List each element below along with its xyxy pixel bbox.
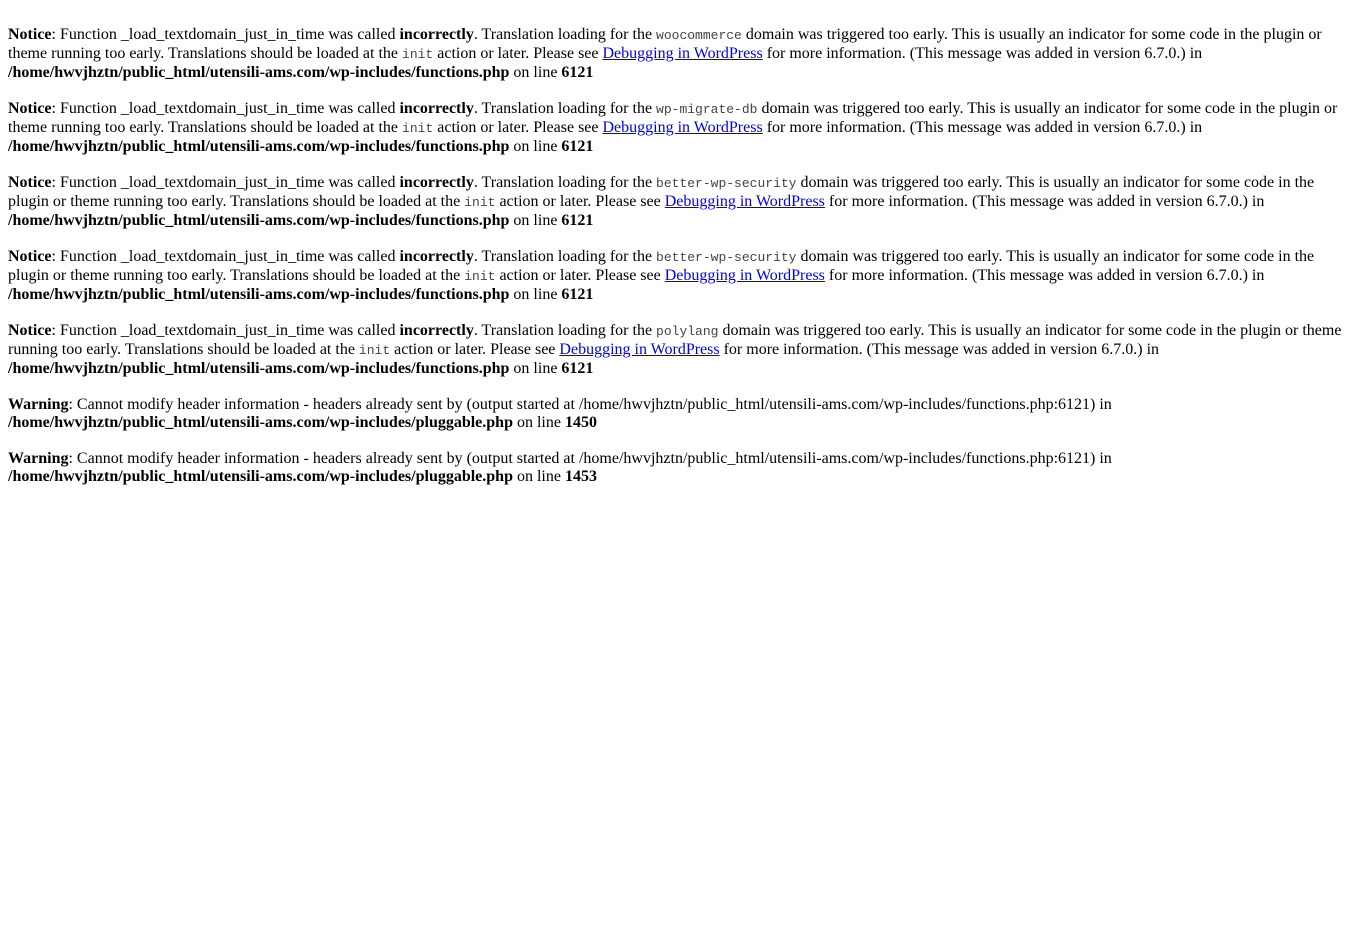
warning-message — [8, 396, 1342, 432]
notice-init: init — [464, 269, 496, 284]
notice-domain: better-wp-security — [656, 250, 797, 265]
notice-text: action or later. Please see — [495, 193, 665, 210]
notice-text: for more information. (This message was added in version 6.7.0.) in — [824, 267, 1265, 284]
notice-file: /home/hwvjhztn/public_html/utensili-ams.com/wp-includes/functions.php — [8, 64, 510, 81]
warning-text: : Cannot modify header information - headers already sent by (output started at /home/hwvjhztn/public_html/utensili-ams.com/wp-includes/functions.php:6121) in — [68, 396, 1112, 413]
notice-level: Notice — [8, 26, 52, 43]
notice-message — [8, 248, 1342, 304]
notice-message — [8, 322, 1342, 378]
notice-file: /home/hwvjhztn/public_html/utensili-ams.com/wp-includes/functions.php — [8, 212, 510, 229]
warning-line: 1450 — [564, 414, 597, 431]
notice-strong: incorrectly — [399, 174, 474, 191]
notice-init: init — [402, 47, 434, 62]
notice-file: /home/hwvjhztn/public_html/utensili-ams.com/wp-includes/functions.php — [8, 360, 510, 377]
notice-text: for more information. (This message was added in version 6.7.0.) in — [824, 193, 1265, 210]
notice-init: init — [402, 121, 434, 136]
notice-strong: incorrectly — [399, 100, 474, 117]
notice-line: 6121 — [561, 360, 594, 377]
notice-text: domain was triggered too early. This is usually an indicator for some code in the plugin or theme running too early. Translations should be loaded at the — [8, 174, 1315, 210]
warning-line: 1453 — [564, 468, 597, 485]
notice-message — [8, 100, 1342, 156]
debugging-link[interactable]: Debugging in WordPress — [602, 119, 763, 136]
notice-level: Notice — [8, 248, 52, 265]
notice-prefix: : Function _load_textdomain_just_in_time was called — [51, 100, 400, 117]
notice-level: Notice — [8, 322, 52, 339]
notice-text: domain was triggered too early. This is usually an indicator for some code in the plugin or theme running too early. Translations should be loaded at the — [8, 100, 1338, 136]
notice-domain: better-wp-security — [656, 176, 797, 191]
warning-message — [8, 450, 1342, 486]
notice-text: . Translation loading for the — [473, 26, 657, 43]
notice-online: on line — [509, 138, 562, 155]
notice-text: domain was triggered too early. This is usually an indicator for some code in the plugin or theme running too early. Translations should be loaded at the — [8, 322, 1342, 358]
notice-text: for more information. (This message was added in version 6.7.0.) in — [719, 341, 1160, 358]
notice-line: 6121 — [561, 286, 594, 303]
notice-text: domain was triggered too early. This is usually an indicator for some code in the plugin or theme running too early. Translations should be loaded at the — [8, 248, 1315, 284]
debugging-link[interactable]: Debugging in WordPress — [559, 341, 720, 358]
notice-strong: incorrectly — [399, 322, 474, 339]
notice-init: init — [464, 195, 496, 210]
notice-level: Notice — [8, 174, 52, 191]
notice-text: action or later. Please see — [433, 45, 603, 62]
notice-init: init — [358, 343, 391, 358]
notice-strong: incorrectly — [399, 26, 474, 43]
notice-file: /home/hwvjhztn/public_html/utensili-ams.com/wp-includes/functions.php — [8, 286, 510, 303]
warning-online: on line — [512, 468, 565, 485]
notice-text: for more information. (This message was added in version 6.7.0.) in — [762, 45, 1203, 62]
notice-domain: polylang — [656, 324, 719, 339]
notice-message — [8, 174, 1342, 230]
notice-online: on line — [509, 360, 562, 377]
notice-strong: incorrectly — [399, 248, 474, 265]
notice-line: 6121 — [561, 64, 594, 81]
debugging-link[interactable]: Debugging in WordPress — [602, 45, 763, 62]
notice-online: on line — [509, 212, 562, 229]
notice-text: action or later. Please see — [433, 119, 603, 136]
notice-prefix: : Function _load_textdomain_just_in_time was called — [51, 174, 400, 191]
debugging-link[interactable]: Debugging in WordPress — [664, 267, 825, 284]
notice-level: Notice — [8, 100, 52, 117]
notice-text: . Translation loading for the — [473, 322, 657, 339]
notice-text: action or later. Please see — [390, 341, 560, 358]
notice-text: action or later. Please see — [495, 267, 665, 284]
notice-online: on line — [509, 286, 562, 303]
notice-text: for more information. (This message was added in version 6.7.0.) in — [762, 119, 1203, 136]
notice-domain: woocommerce — [656, 28, 742, 43]
notice-text: . Translation loading for the — [473, 100, 657, 117]
warning-file: /home/hwvjhztn/public_html/utensili-ams.com/wp-includes/pluggable.php — [8, 414, 513, 431]
notice-text: domain was triggered too early. This is usually an indicator for some code in the plugin or theme running too early. Translations should be loaded at the — [8, 26, 1322, 62]
notice-file: /home/hwvjhztn/public_html/utensili-ams.com/wp-includes/functions.php — [8, 138, 510, 155]
debugging-link[interactable]: Debugging in WordPress — [664, 193, 825, 210]
warning-text: : Cannot modify header information - headers already sent by (output started at /home/hwvjhztn/public_html/utensili-ams.com/wp-includes/functions.php:6121) in — [68, 450, 1112, 467]
notice-message — [8, 26, 1342, 82]
notice-domain: wp-migrate-db — [656, 102, 758, 117]
notice-prefix: : Function _load_textdomain_just_in_time was called — [51, 26, 400, 43]
warning-online: on line — [512, 414, 565, 431]
notice-prefix: : Function _load_textdomain_just_in_time was called — [51, 248, 400, 265]
warning-level: Warning — [8, 450, 69, 467]
notice-prefix: : Function _load_textdomain_just_in_time was called — [51, 322, 400, 339]
notice-text: . Translation loading for the — [473, 174, 657, 191]
warning-level: Warning — [8, 396, 69, 413]
warning-file: /home/hwvjhztn/public_html/utensili-ams.com/wp-includes/pluggable.php — [8, 468, 513, 485]
notice-text: . Translation loading for the — [473, 248, 657, 265]
notice-online: on line — [509, 64, 562, 81]
notice-line: 6121 — [561, 138, 594, 155]
notice-line: 6121 — [561, 212, 594, 229]
